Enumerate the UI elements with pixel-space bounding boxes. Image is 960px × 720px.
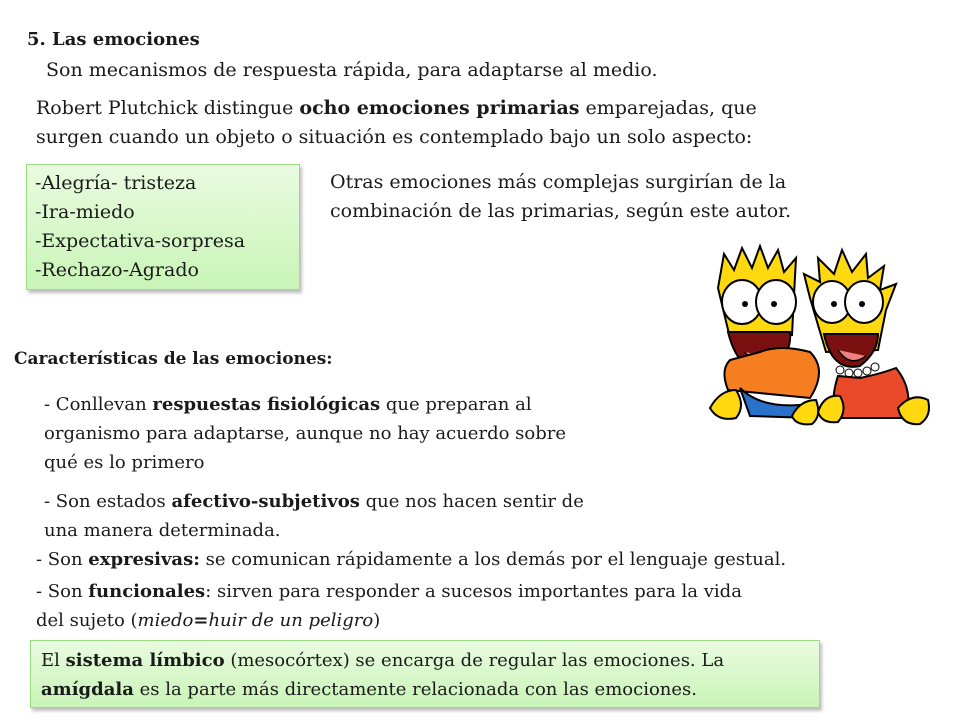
plutchik-text: emparejadas, que <box>579 97 757 119</box>
emotion-pair: -Ira-miedo <box>35 201 135 223</box>
amygdala-term: amígdala <box>41 679 134 700</box>
emotion-pairs-box <box>26 164 300 290</box>
limbic-system-box <box>30 640 820 708</box>
characteristic-physiological <box>44 390 566 477</box>
char-term: afectivo-subjetivos <box>171 491 360 512</box>
complex-text: Otras emociones más complejas surgirían de la <box>330 171 787 193</box>
plutchik-paragraph <box>36 94 757 152</box>
characteristic-affective <box>44 487 584 545</box>
char-text: - Son estados <box>44 491 172 512</box>
limbic-text: es la parte más directamente relacionada con las emociones. <box>133 679 697 700</box>
emotion-pair: -Alegría- tristeza <box>35 172 197 194</box>
char-term: expresivas: <box>88 549 200 570</box>
char-text: - Son <box>36 581 89 602</box>
complex-emotions-text <box>330 168 791 226</box>
char-text: - Son <box>36 549 89 570</box>
primary-emotions-term: ocho emociones primarias <box>299 97 580 119</box>
char-term: funcionales <box>88 581 206 602</box>
char-text: una manera determinada. <box>44 520 281 541</box>
limbic-text: (mesocórtex) se encarga de regular las emociones. La <box>224 650 725 671</box>
char-text: qué es lo primero <box>44 452 205 473</box>
complex-text: combinación de las primarias, según este autor. <box>330 200 792 222</box>
example-flee: huir de un peligro <box>208 610 374 631</box>
plutchik-text: surgen cuando un objeto o situación es contemplado bajo un solo aspecto: <box>36 126 753 148</box>
limbic-text: El <box>41 650 66 671</box>
page-title: 5. Las emociones <box>27 29 200 50</box>
characteristics-heading: Características de las emociones: <box>14 349 333 369</box>
char-text: ) <box>373 610 381 631</box>
char-text: : sirven para responder a sucesos importantes para la vida <box>205 581 742 602</box>
char-text: que nos hacen sentir de <box>359 491 584 512</box>
char-term: respuestas fisiológicas <box>152 394 381 415</box>
equals-sign: = <box>193 610 209 631</box>
lisa-figure <box>804 250 929 424</box>
char-text: que preparan al <box>380 394 532 415</box>
example-fear: miedo <box>137 610 194 631</box>
characteristic-functional <box>36 577 742 635</box>
char-text: del sujeto ( <box>36 610 138 631</box>
plutchik-text: Robert Plutchick distingue <box>36 97 300 119</box>
intro-text: Son mecanismos de respuesta rápida, para adaptarse al medio. <box>46 59 658 81</box>
limbic-term: sistema límbico <box>65 650 225 671</box>
emotion-pair: -Rechazo-Agrado <box>35 259 199 281</box>
char-text: organismo para adaptarse, aunque no hay acuerdo sobre <box>44 423 566 444</box>
emotion-pair: -Expectativa-sorpresa <box>35 230 246 252</box>
bart-figure <box>710 246 819 424</box>
bart-lisa-illustration <box>700 240 940 430</box>
characteristic-expressive <box>36 545 786 574</box>
char-text: - Conllevan <box>44 394 153 415</box>
char-text: se comunican rápidamente a los demás por el lenguaje gestual. <box>199 549 787 570</box>
